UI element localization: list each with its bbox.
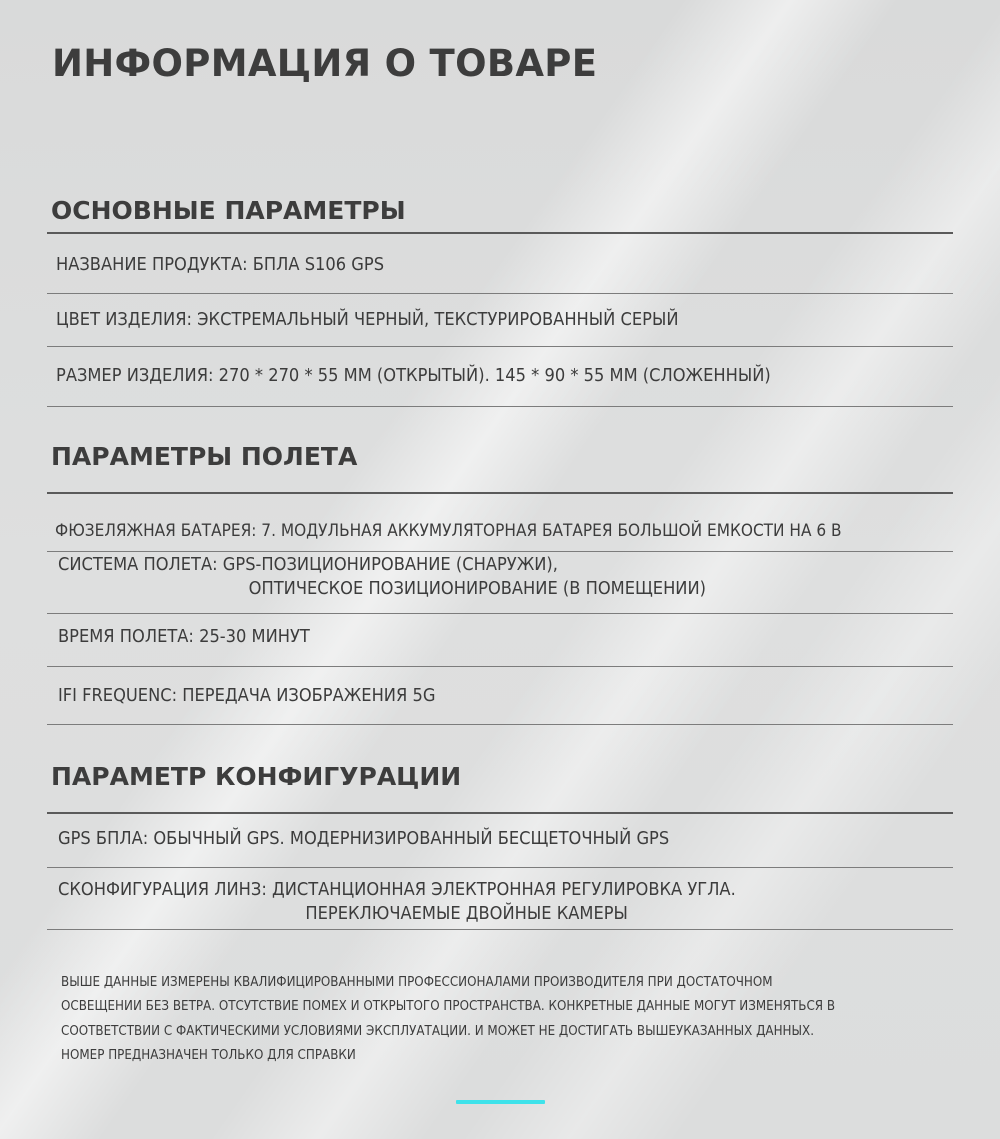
spec-row-flight-system-line1: СИСТЕМА ПОЛЕТА: GPS-ПОЗИЦИОНИРОВАНИЕ (СНАРУЖИ), <box>58 555 558 575</box>
spec-row-gps: GPS БПЛА: ОБЫЧНЫЙ GPS. МОДЕРНИЗИРОВАННЫЙ БЕСЩЕТОЧНЫЙ GPS <box>58 829 670 849</box>
section-divider <box>47 812 953 814</box>
row-divider <box>47 293 953 294</box>
accent-bar <box>456 1100 545 1104</box>
section-basic-parameters <box>47 190 953 410</box>
row-divider <box>47 666 953 667</box>
section-divider <box>47 232 953 234</box>
section-title: ПАРАМЕТРЫ ПОЛЕТА <box>51 442 358 471</box>
disclaimer-line: НОМЕР ПРЕДНАЗНАЧЕН ТОЛЬКО ДЛЯ СПРАВКИ <box>61 1047 356 1063</box>
row-divider <box>47 724 953 725</box>
section-flight-parameters <box>47 436 953 728</box>
spec-row-lens-config-line1: СКОНФИГУРАЦИЯ ЛИНЗ: ДИСТАНЦИОННАЯ ЭЛЕКТРОННАЯ РЕГУЛИРОВКА УГЛА. <box>58 880 736 900</box>
spec-row-lens-config-line2: ПЕРЕКЛЮЧАЕМЫЕ ДВОЙНЫЕ КАМЕРЫ <box>305 904 628 924</box>
section-configuration-parameters <box>47 756 953 936</box>
spec-row-battery: ФЮЗЕЛЯЖНАЯ БАТАРЕЯ: 7. МОДУЛЬНАЯ АККУМУЛЯТОРНАЯ БАТАРЕЯ БОЛЬШОЙ ЕМКОСТИ НА 6 В <box>55 520 842 540</box>
spec-row-wifi-frequency: IFI FREQUENC: ПЕРЕДАЧА ИЗОБРАЖЕНИЯ 5G <box>58 686 436 706</box>
spec-row-flight-system-line2: ОПТИЧЕСКОЕ ПОЗИЦИОНИРОВАНИЕ (В ПОМЕЩЕНИИ) <box>248 579 707 599</box>
section-title: ОСНОВНЫЕ ПАРАМЕТРЫ <box>51 196 406 225</box>
spec-row-flight-system <box>58 553 890 601</box>
page-title: ИНФОРМАЦИЯ О ТОВАРЕ <box>52 42 598 85</box>
disclaimer-text <box>61 971 961 1068</box>
row-divider <box>47 406 953 407</box>
spec-row-flight-time: ВРЕМЯ ПОЛЕТА: 25-30 МИНУТ <box>58 627 310 647</box>
row-divider <box>47 929 953 930</box>
spec-row-size: РАЗМЕР ИЗДЕЛИЯ: 270 * 270 * 55 ММ (ОТКРЫТЫЙ). 145 * 90 * 55 ММ (СЛОЖЕННЫЙ) <box>56 366 771 386</box>
section-title: ПАРАМЕТР КОНФИГУРАЦИИ <box>51 762 462 791</box>
row-divider <box>47 551 953 552</box>
disclaimer-line: ОСВЕЩЕНИИ БЕЗ ВЕТРА. ОТСУТСТВИЕ ПОМЕХ И ОТКРЫТОГО ПРОСТРАНСТВА. КОНКРЕТНЫЕ ДАННЫЕ МОГУТ ИЗМЕНЯТЬСЯ В <box>61 999 836 1015</box>
spec-row-product-name: НАЗВАНИЕ ПРОДУКТА: БПЛА S106 GPS <box>56 255 385 275</box>
disclaimer-line: ВЫШЕ ДАННЫЕ ИЗМЕРЕНЫ КВАЛИФИЦИРОВАННЫМИ ПРОФЕССИОНАЛАМИ ПРОИЗВОДИТЕЛЯ ПРИ ДОСТАТОЧНОМ <box>61 975 773 990</box>
row-divider <box>47 346 953 347</box>
section-divider <box>47 492 953 494</box>
disclaimer-line: СООТВЕТСТВИИ С ФАКТИЧЕСКИМИ УСЛОВИЯМИ ЭКСПЛУАТАЦИИ. И МОЖЕТ НЕ ДОСТИГАТЬ ВЫШЕУКАЗАННЫХ ДАННЫХ. <box>61 1023 815 1039</box>
row-divider <box>47 867 953 868</box>
row-divider <box>47 613 953 614</box>
spec-row-color: ЦВЕТ ИЗДЕЛИЯ: ЭКСТРЕМАЛЬНЫЙ ЧЕРНЫЙ, ТЕКСТУРИРОВАННЫЙ СЕРЫЙ <box>56 310 679 330</box>
spec-row-lens-config <box>58 878 890 926</box>
